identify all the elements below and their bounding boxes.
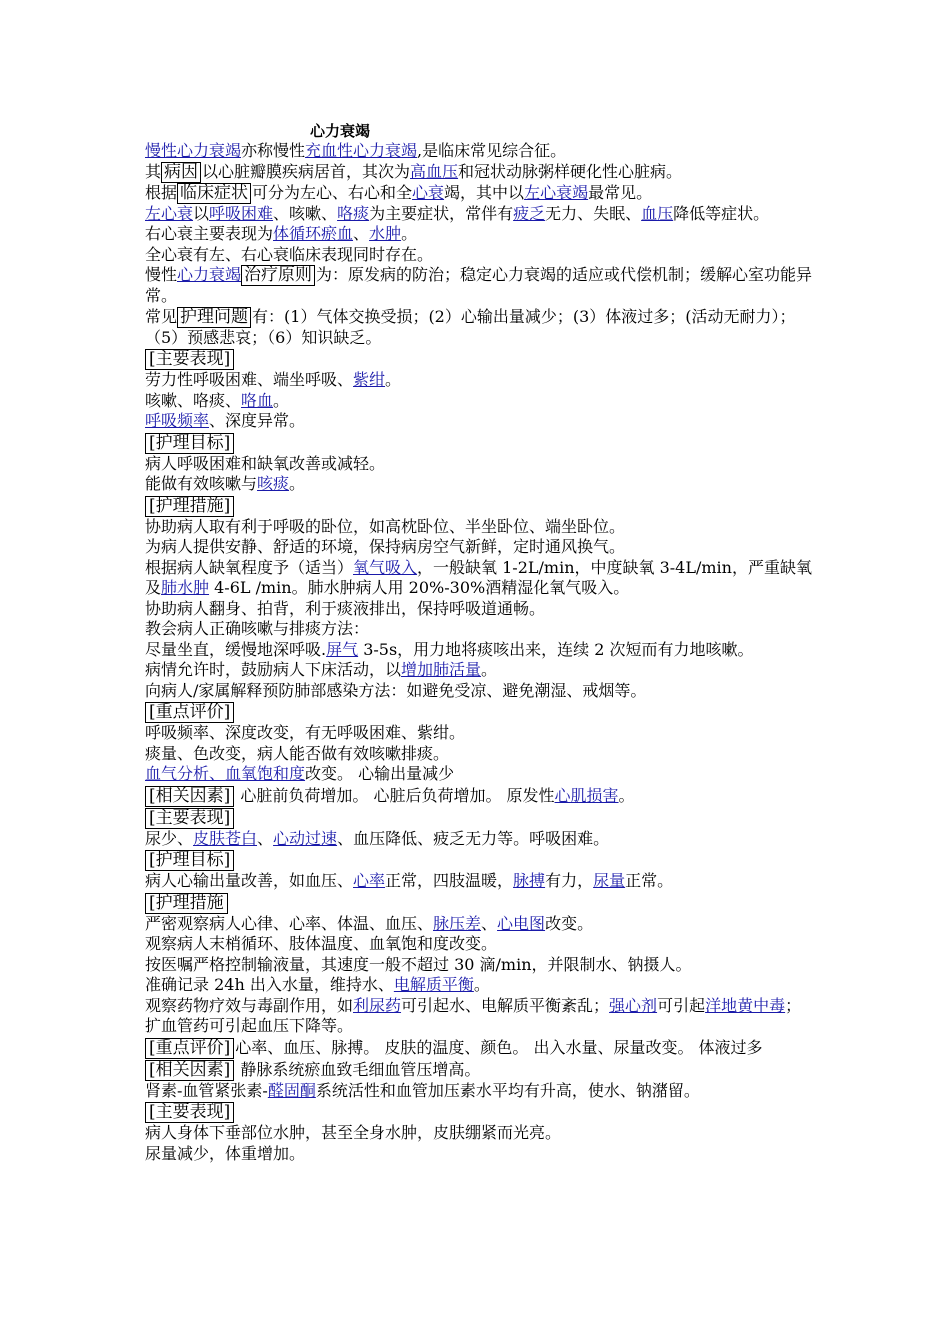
link-cardiotonic[interactable]: 强心剂: [609, 995, 658, 1015]
section-box: [主要表现]: [145, 1102, 234, 1123]
keyword-box: 护理问题: [177, 307, 251, 328]
link-breath-hold[interactable]: 屏气: [326, 639, 359, 659]
section-header: [145, 433, 815, 454]
section-box: [护理目标]: [145, 850, 234, 871]
text-line: 观察药物疗效与毒副作用，如利尿药可引起水、电解质平衡紊乱；强心剂可引起洋地黄中毒；扩血管药可引起血压下降等。: [145, 995, 802, 1035]
section-box: [主要表现]: [145, 808, 234, 829]
link-lung-capacity[interactable]: 增加肺活量: [401, 660, 482, 679]
link-heart-failure-2[interactable]: 心力衰竭: [177, 265, 242, 284]
keyword-box: 病因: [161, 162, 201, 183]
text-line: 准确记录 24h 出入水量，维持水、电解质平衡。: [145, 975, 490, 994]
section-header: [145, 1102, 815, 1123]
link-hypertension[interactable]: 高血压: [410, 161, 459, 181]
section-header: [重点评价] 心率、血压、脉搏。 皮肤的温度、颜色。 出入水量、尿量改变。 体液过多: [145, 1038, 815, 1059]
link-cyanosis[interactable]: 紫绀: [353, 370, 386, 389]
link-respiratory-rate[interactable]: 呼吸频率: [145, 411, 210, 430]
text-line: 痰量、色改变，病人能否做有效咳嗽排痰。: [145, 743, 450, 763]
text-line: 血气分析、血氧饱和度改变。 心输出量减少: [145, 764, 455, 783]
link-pulmonary-edema[interactable]: 肺水肿: [161, 578, 210, 597]
link-urine-volume[interactable]: 尿量: [593, 871, 626, 890]
section-box: [重点评价]: [145, 1038, 234, 1059]
link-expectoration-2[interactable]: 咳痰: [257, 474, 290, 493]
link-systemic-congestion[interactable]: 体循环瘀血: [273, 224, 354, 243]
link-ecg[interactable]: 心电图: [497, 913, 546, 933]
section-box: [护理目标]: [145, 433, 234, 454]
section-box: [护理措施]: [145, 496, 234, 517]
link-edema[interactable]: 水肿: [369, 224, 402, 243]
text-line: 观察病人末梢循环、肢体温度、血氧饱和度改变。: [145, 934, 498, 953]
link-aldosterone[interactable]: 醛固酮: [267, 1080, 316, 1100]
text-line: 协助病人取有利于呼吸的卧位，如高枕卧位、半坐卧位、端坐卧位。: [145, 516, 626, 536]
text-line: 劳力性呼吸困难、端坐呼吸、紫绀。: [145, 370, 402, 389]
link-blood-gas[interactable]: 血气分析: [145, 764, 210, 783]
section-header: [145, 496, 815, 517]
text-line: 病情允许时，鼓励病人下床活动，以增加肺活量。: [145, 660, 498, 679]
section-header: [145, 349, 815, 370]
keyword-box: 治疗原则: [241, 265, 315, 286]
text-line: 咳嗽、咯痰、咯血。: [145, 390, 290, 410]
section-header: [145, 808, 815, 829]
text-line: 严密观察病人心律、心率、体温、血压、脉压差、心电图改变。: [145, 913, 594, 933]
section-header: [145, 850, 815, 871]
link-heart-failure[interactable]: 心衰: [412, 182, 445, 202]
section-header: [相关因素] 心脏前负荷增加。 心脏后负荷增加。 原发性心肌损害。: [145, 786, 815, 807]
section-box: [护理措施: [145, 893, 228, 914]
link-digitalis-toxicity[interactable]: 洋地黄中毒: [705, 995, 786, 1015]
link-pulse[interactable]: 脉搏: [513, 871, 546, 890]
text-line: 能做有效咳嗽与咳痰。: [145, 474, 306, 493]
link-left-failure[interactable]: 左心衰: [145, 203, 194, 223]
link-left-heart-failure[interactable]: 左心衰竭: [524, 182, 589, 202]
link-hemoptysis[interactable]: 咯血: [241, 390, 274, 410]
link-chronic-heart-failure[interactable]: 慢性心力衰竭: [145, 141, 242, 160]
link-heart-rate[interactable]: 心率: [353, 871, 386, 890]
link-pulse-pressure[interactable]: 脉压差: [433, 913, 482, 933]
link-diuretic[interactable]: 利尿药: [353, 995, 402, 1015]
para-definition: 慢性心力衰竭亦称慢性充血性心力衰竭,是临床常见综合征。: [145, 141, 567, 160]
link-fatigue[interactable]: 疲乏: [513, 203, 546, 223]
text-line: 肾素-血管紧张素-醛固酮系统活性和血管加压素水平均有升高，使水、钠潴留。: [145, 1080, 700, 1100]
section-box: [相关因素]: [145, 786, 234, 807]
text-line: 呼吸频率、深度改变，有无呼吸困难、紫绀。: [145, 723, 466, 742]
section-box: [主要表现]: [145, 349, 234, 370]
para-classification: 根据 临床症状 可分为左心、右心和全心衰竭，其中以左心衰竭最常见。: [145, 182, 653, 203]
keyword-box: 临床症状: [177, 183, 251, 204]
text-line: 呼吸频率、深度异常。: [145, 411, 306, 430]
text-line: 教会病人正确咳嗽与排痰方法：: [145, 619, 370, 638]
section-header: [145, 893, 815, 914]
section-box: [相关因素]: [145, 1060, 234, 1081]
link-oxygen-saturation[interactable]: 血氧饱和度: [225, 764, 306, 783]
text-line: 为病人提供安静、舒适的环境，保持病房空气新鲜，定时通风换气。: [145, 537, 626, 556]
text-line: 协助病人翻身、拍背，利于痰液排出，保持呼吸道通畅。: [145, 598, 546, 618]
section-header: [145, 702, 815, 723]
link-myocardial-damage[interactable]: 心肌损害: [554, 785, 619, 805]
text-line: 尿量减少，体重增加。: [145, 1143, 306, 1163]
link-congestive-heart-failure[interactable]: 充血性心力衰竭: [305, 141, 418, 160]
text-line: 病人呼吸困难和缺氧改善或减轻。: [145, 453, 386, 473]
document-page: [145, 121, 815, 1164]
text-line: 尿少、皮肤苍白、心动过速、血压降低、疲乏无力等。呼吸困难。: [145, 828, 610, 848]
text-line: 病人身体下垂部位水肿，甚至全身水肿，皮肤绷紧而光亮。: [145, 1123, 562, 1142]
para-left-failure: 左心衰以呼吸困难、咳嗽、咯痰为主要症状，常伴有疲乏无力、失眠、血压降低等症状。: [145, 203, 770, 223]
para-nursing-problems: 常见 护理问题 有：(1）气体交换受损；(2）心输出量减少；(3）体液过多；(活动无耐力）；（5）预感悲哀；（6）知识缺乏。: [145, 306, 796, 347]
text-line: 根据病人缺氧程度予（适当）氧气吸入，一般缺氧 1-2L/min，中度缺氧 3-4L/min，严重缺氧及肺水肿 4-6L /min。肺水肿病人用 20%-30%酒精湿化氧气吸入。: [145, 557, 812, 597]
link-electrolyte-balance[interactable]: 电解质平衡: [393, 975, 474, 994]
para-right-failure: 右心衰主要表现为体循环瘀血、水肿。: [145, 224, 418, 243]
link-pale-skin[interactable]: 皮肤苍白: [193, 828, 258, 848]
text-line: 按医嘱严格控制输液量，其速度一般不超过 30 滴/min，并限制水、钠摄人。: [145, 954, 692, 974]
link-dyspnea[interactable]: 呼吸困难: [209, 203, 274, 223]
para-total-failure: 全心衰有左、右心衰临床表现同时存在。: [145, 244, 434, 264]
page-title: 心力衰竭: [310, 122, 371, 140]
link-tachycardia[interactable]: 心动过速: [273, 828, 338, 848]
text-line: 病人心输出量改善，如血压、心率正常，四肢温暖，脉搏有力，尿量正常。: [145, 871, 674, 890]
link-oxygen-inhalation[interactable]: 氧气吸入: [353, 557, 418, 577]
text-line: 向病人/家属解释预防肺部感染方法：如避免受凉、避免潮湿、戒烟等。: [145, 680, 647, 700]
section-box: [重点评价]: [145, 702, 234, 723]
para-treatment: 慢性心力衰竭 治疗原则 为：原发病的防治；稳定心力衰竭的适应或代偿机制；缓解心室功能异常。: [145, 265, 813, 305]
link-expectoration[interactable]: 咯痰: [337, 203, 370, 223]
section-header: [相关因素] 静脉系统瘀血致毛细血管压增高。: [145, 1060, 815, 1081]
text-line: 尽量坐直，缓慢地深呼吸.屏气 3-5s，用力地将痰咳出来，连续 2 次短而有力地咳嗽。: [145, 639, 754, 659]
link-blood-pressure[interactable]: 血压: [641, 203, 674, 223]
para-etiology: 其 病因 以心脏瓣膜疾病居首，其次为高血压和冠状动脉粥样硬化性心脏病。: [145, 161, 683, 182]
